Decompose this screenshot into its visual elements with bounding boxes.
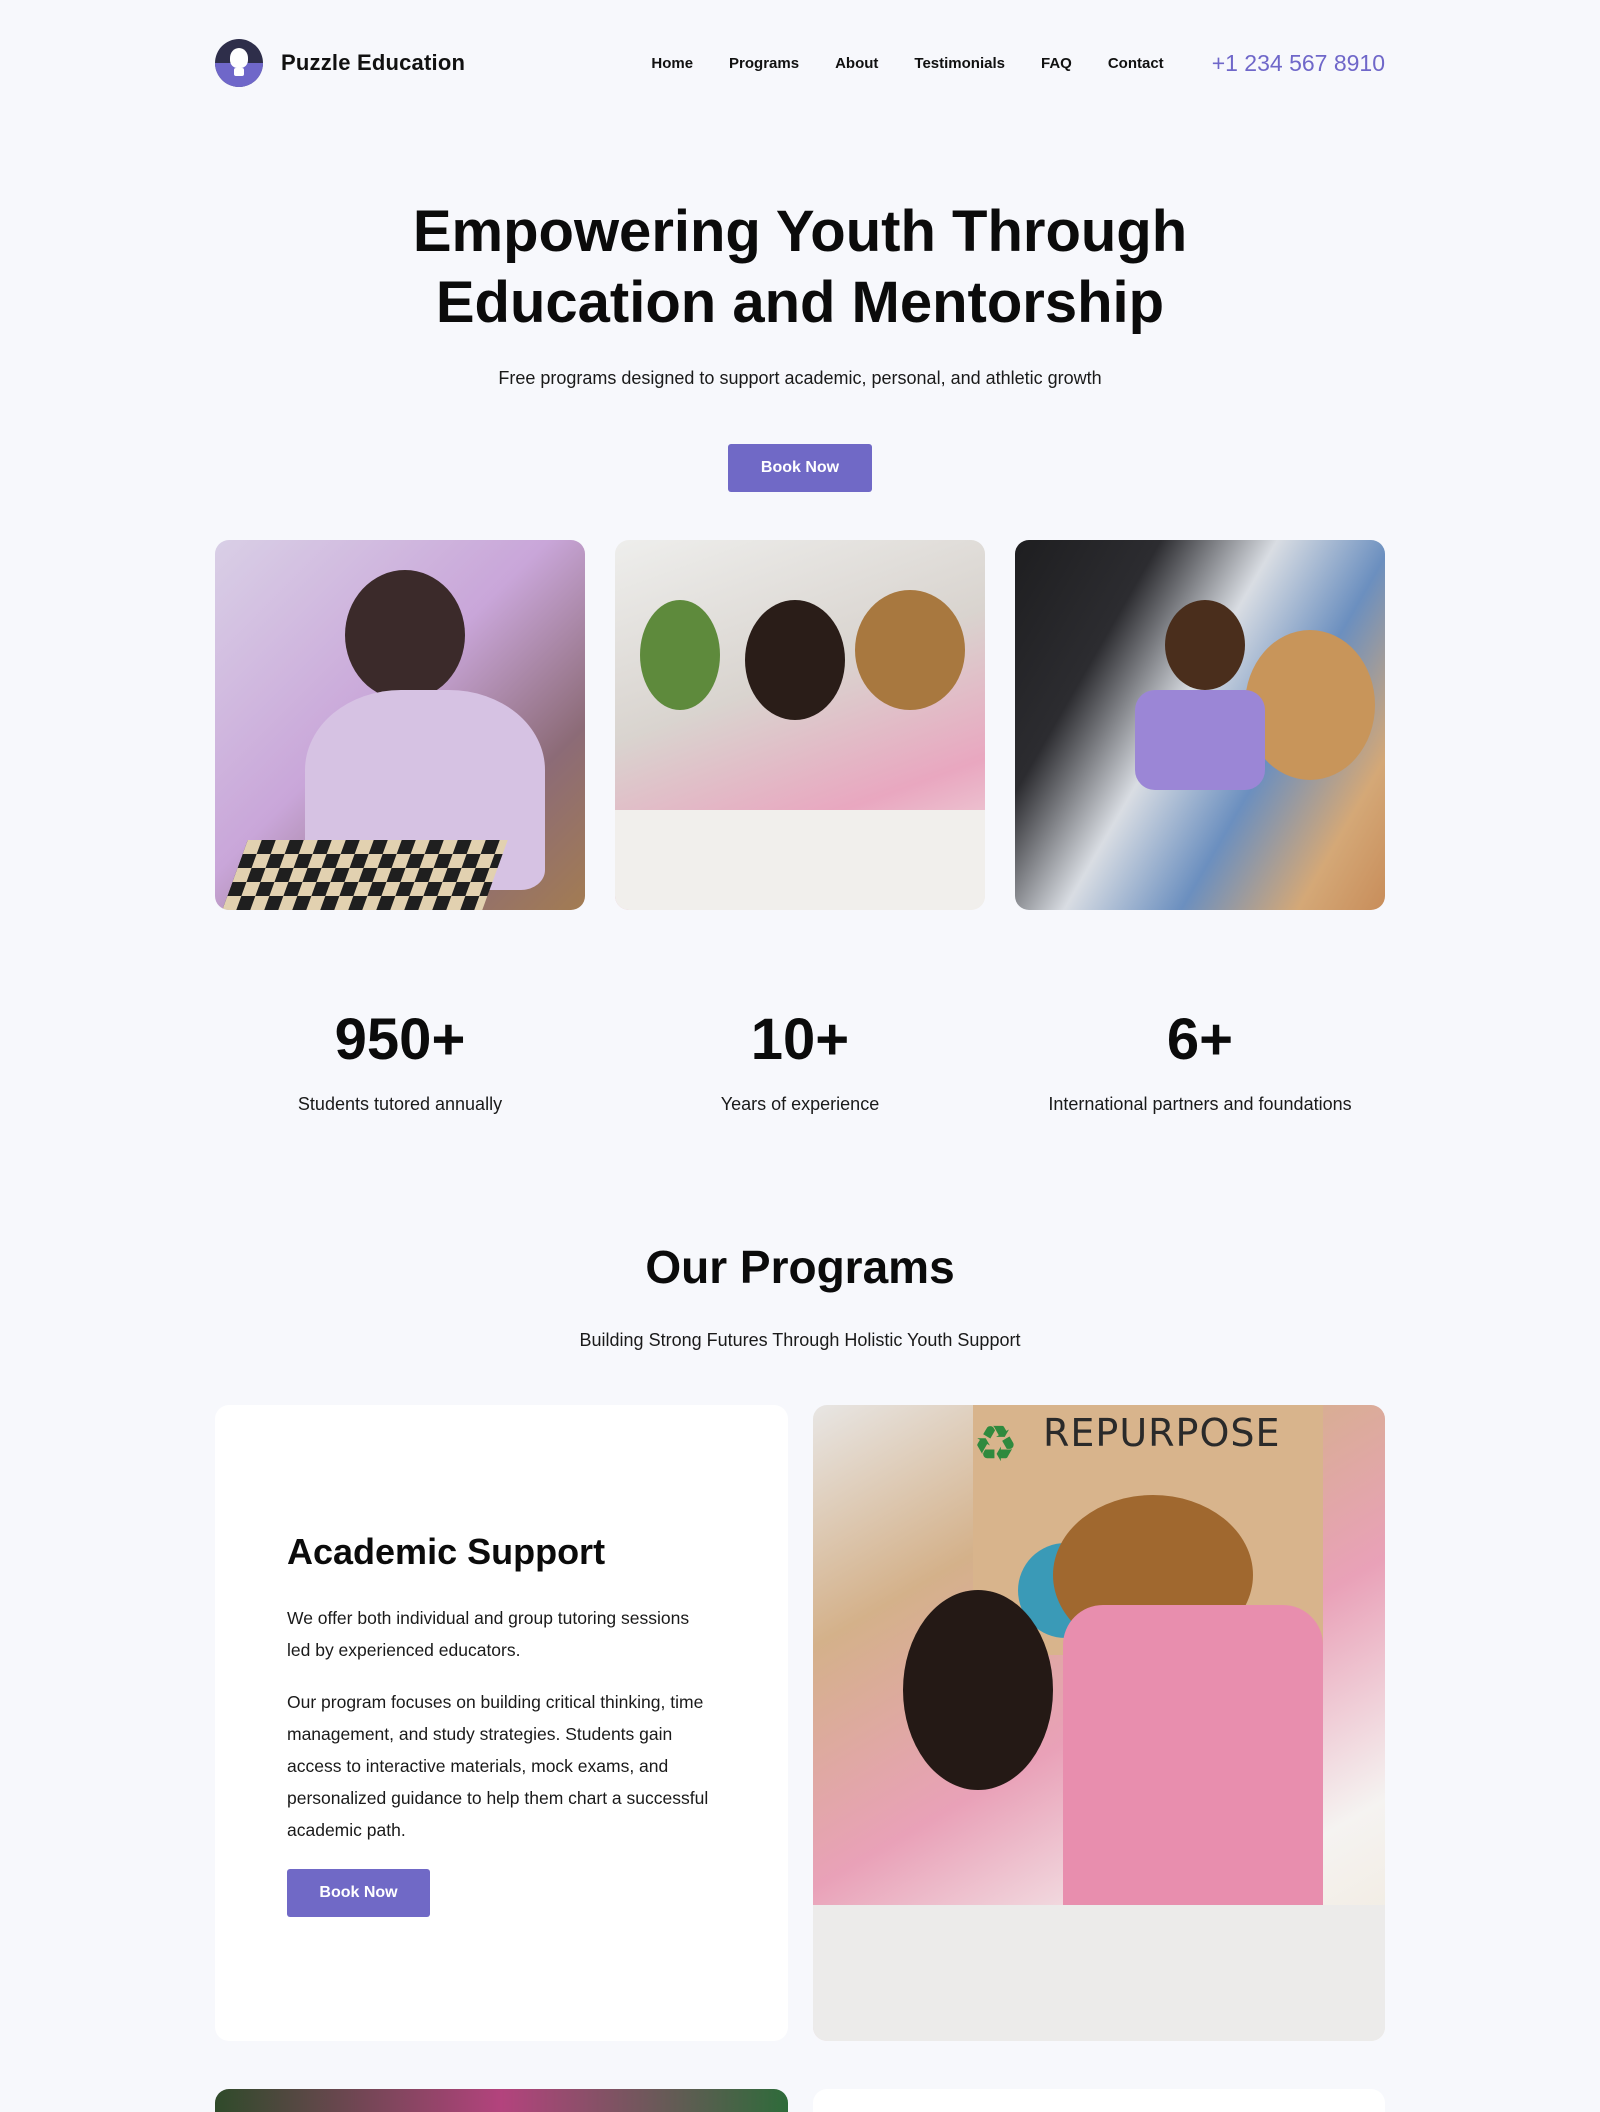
academic-support-card xyxy=(215,1405,788,2041)
hero-title-line2: Education and Mentorship xyxy=(435,270,1165,335)
brand-name[interactable]: Puzzle Education xyxy=(281,50,466,75)
programs-title: Our Programs xyxy=(645,1241,955,1293)
card-book-now-button[interactable]: Book Now xyxy=(287,1869,430,1917)
classroom-photo xyxy=(1015,540,1385,910)
stat-value: 10+ xyxy=(750,1007,850,1072)
stat-label: Years of experience xyxy=(720,1094,880,1114)
nav-item-faq[interactable]: FAQ xyxy=(1041,54,1072,72)
lightbulb-puzzle-icon[interactable] xyxy=(215,39,263,87)
card-details: Our program focuses on building critical thinking, time management, and study strategies. Students gain access to interactive materials, mock exams, and personalized guidance to help them chart a successful academic path. xyxy=(287,1692,709,1840)
hero-book-now-button[interactable]: Book Now xyxy=(728,444,872,492)
stat-value: 6+ xyxy=(1166,1007,1234,1072)
hero-subtitle: Free programs designed to support academic, personal, and athletic growth xyxy=(498,368,1102,388)
card-description: We offer both individual and group tutoring sessions led by experienced educators. xyxy=(287,1608,690,1660)
main-nav xyxy=(615,50,1385,77)
stat-value: 950+ xyxy=(334,1007,466,1072)
poster-text: REPURPOSE xyxy=(1043,1411,1281,1455)
stat-partners xyxy=(1000,1000,1400,1115)
hero-title-line1: Empowering Youth Through xyxy=(412,199,1188,264)
stat-label: International partners and foundations xyxy=(1048,1094,1352,1114)
next-program-photo xyxy=(215,2089,788,2112)
recycle-icon: ♻ xyxy=(973,1416,1018,1472)
nav-item-about[interactable]: About xyxy=(835,54,879,72)
nav-item-testimonials[interactable]: Testimonials xyxy=(914,54,1005,72)
chess-student-photo xyxy=(215,540,585,910)
site-header xyxy=(215,28,1385,98)
phone-link[interactable]: +1 234 567 8910 xyxy=(1211,49,1385,76)
stat-experience xyxy=(600,1000,1000,1115)
stat-students xyxy=(200,1000,600,1115)
stat-label: Students tutored annually xyxy=(297,1094,503,1114)
tutoring-session-photo xyxy=(615,540,985,910)
academic-support-photo xyxy=(813,1405,1385,2041)
programs-subtitle: Building Strong Futures Through Holistic Youth Support xyxy=(579,1330,1021,1350)
nav-item-programs[interactable]: Programs xyxy=(729,54,800,72)
hero-title xyxy=(0,196,1600,338)
nav-item-contact[interactable]: Contact xyxy=(1107,54,1164,72)
next-program-card xyxy=(813,2089,1385,2112)
card-title: Academic Support xyxy=(287,1531,606,1572)
nav-item-home[interactable]: Home xyxy=(651,54,694,72)
